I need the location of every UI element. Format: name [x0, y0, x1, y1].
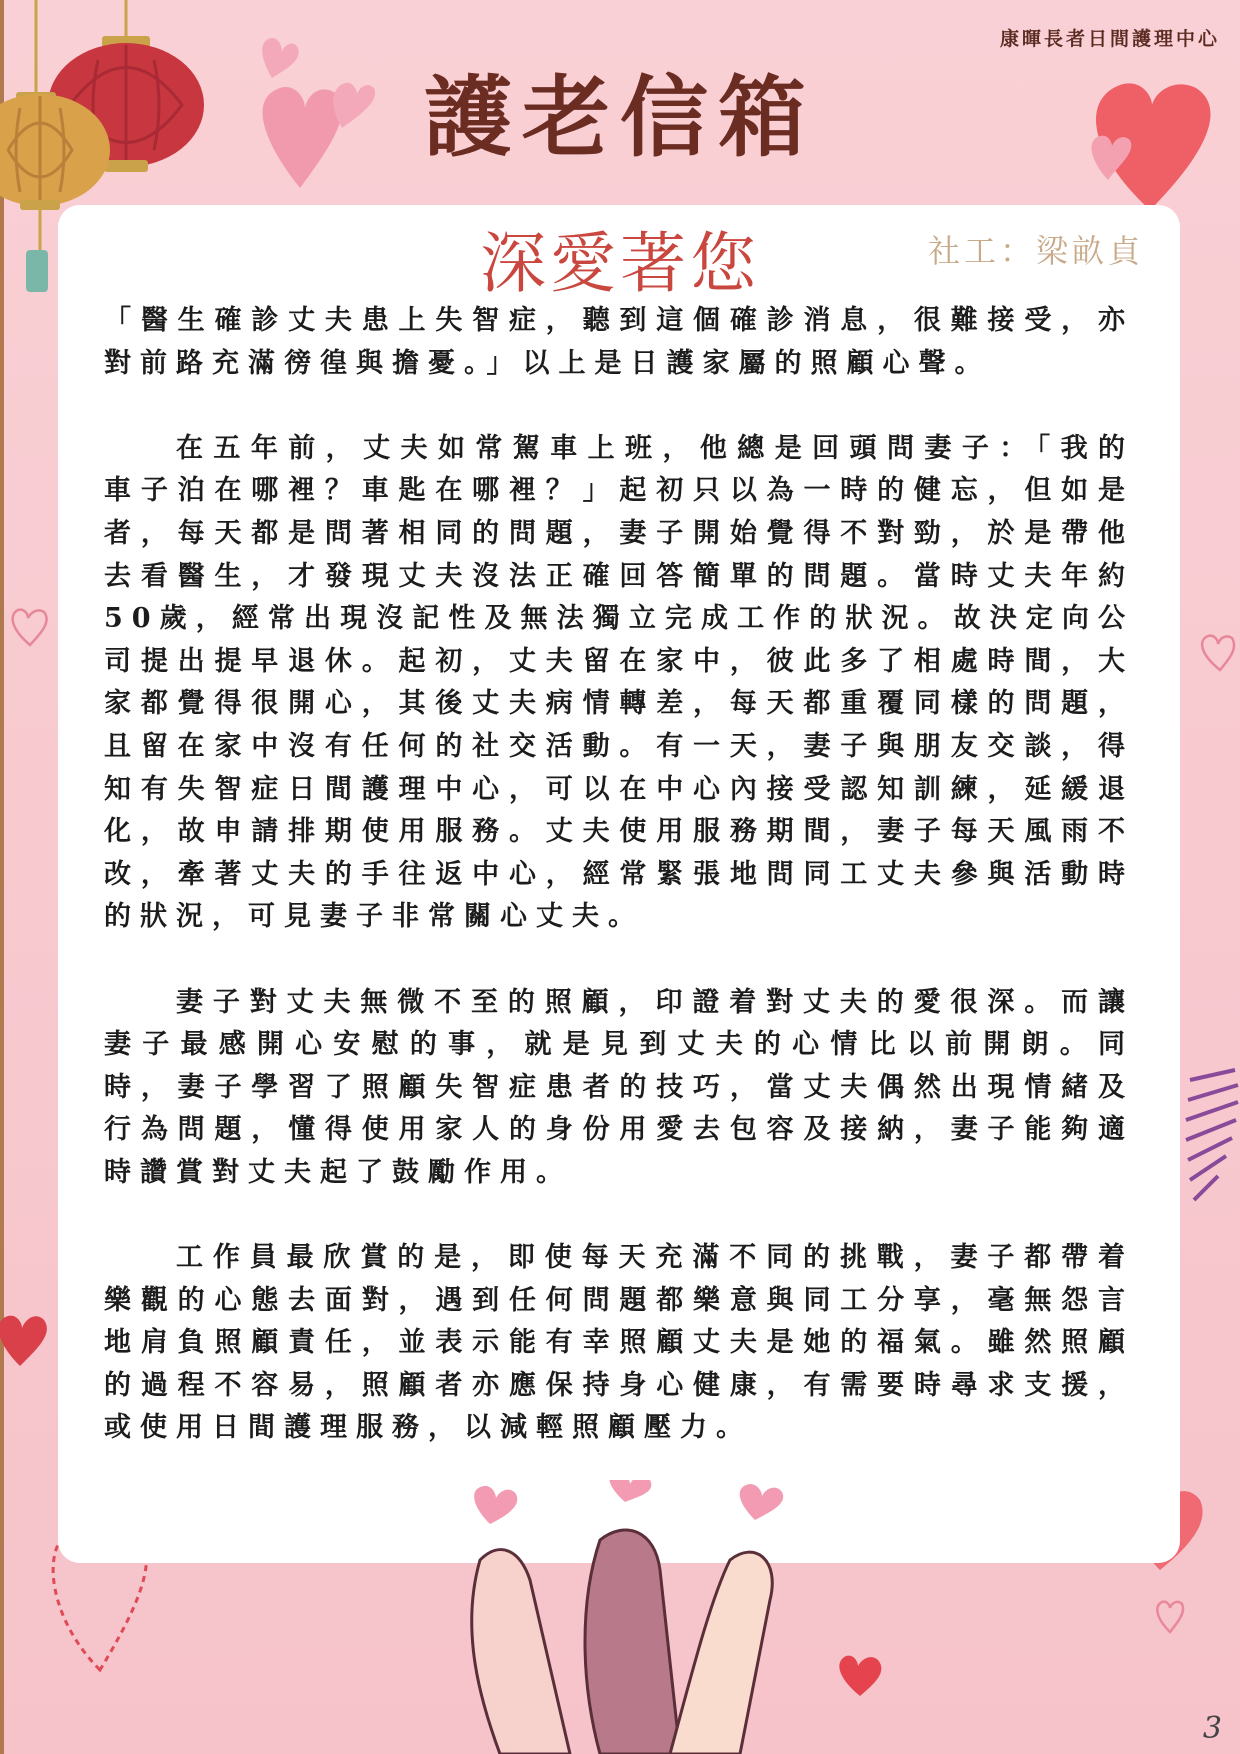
heart-icon	[1180, 1060, 1240, 1230]
article-subtitle: 深愛著您	[480, 225, 760, 302]
paragraph: 「醫生確診丈夫患上失智症，聽到這個確診消息，很難接受，亦對前路充滿徬徨與擔憂。」以上是日護家屬的照顧心聲。	[104, 305, 1134, 379]
organization-name: 康暉長者日間護理中心	[999, 28, 1220, 50]
paragraph: 妻子對丈夫無微不至的照顧，印證着對丈夫的愛很深。而讓妻子最感開心安慰的事，就是見到丈夫的心情比以前開朗。同時，妻子學習了照顧失智症患者的技巧，當丈夫偶然出現情緒及行為問題，懂得使用家人的身份用愛去包容及接納，妻子能夠適時讚賞對丈夫起了鼓勵作用。	[104, 986, 1134, 1188]
finger-heart-hands-icon	[440, 1480, 800, 1754]
heart-icon	[830, 1640, 890, 1700]
heart-icon	[1180, 610, 1240, 680]
paragraph: 工作員最欣賞的是，即使每天充滿不同的挑戰，妻子都帶着樂觀的心態去面對，遇到任何問題都樂意與同工分享，毫無怨言地肩負照顧責任，並表示能有幸照顧丈夫是她的福氣。雖然照顧的過程不容易，照顧者亦應保持身心健康，有需要時尋求支援，或使用日間護理服務，以減輕照顧壓力。	[104, 1242, 1134, 1444]
article-body	[104, 300, 1134, 1493]
heart-icon	[0, 1300, 60, 1370]
page-number: 3	[1202, 1711, 1222, 1746]
page-title: 護老信箱	[423, 66, 816, 169]
paragraph: 在五年前，丈夫如常駕車上班，他總是回頭問妻子：「我的車子泊在哪裡？車匙在哪裡？」起初只以為一時的健忘，但如是者，每天都是問著相同的問題，妻子開始覺得不對勁，於是帶他去看醫生，才發現丈夫沒法正確回答簡單的問題。當時丈夫年約50歲，經常出現沒記性及無法獨立完成工作的狀況。故決定向公司提出提早退休。起初，丈夫留在家中，彼此多了相處時間，大家都覺得很開心，其後丈夫病情轉差，每天都重覆同樣的問題，且留在家中沒有任何的社交活動。有一天，妻子與朋友交談，得知有失智症日間護理中心，可以在中心內接受認知訓練，延緩退化，故申請排期使用服務。丈夫使用服務期間，妻子每天風雨不改，牽著丈夫的手往返中心，經常緊張地問同工丈夫參與活動時的狀況，可見妻子非常關心丈夫。	[104, 432, 1134, 933]
article-author: 社工：梁畝貞	[928, 232, 1145, 270]
